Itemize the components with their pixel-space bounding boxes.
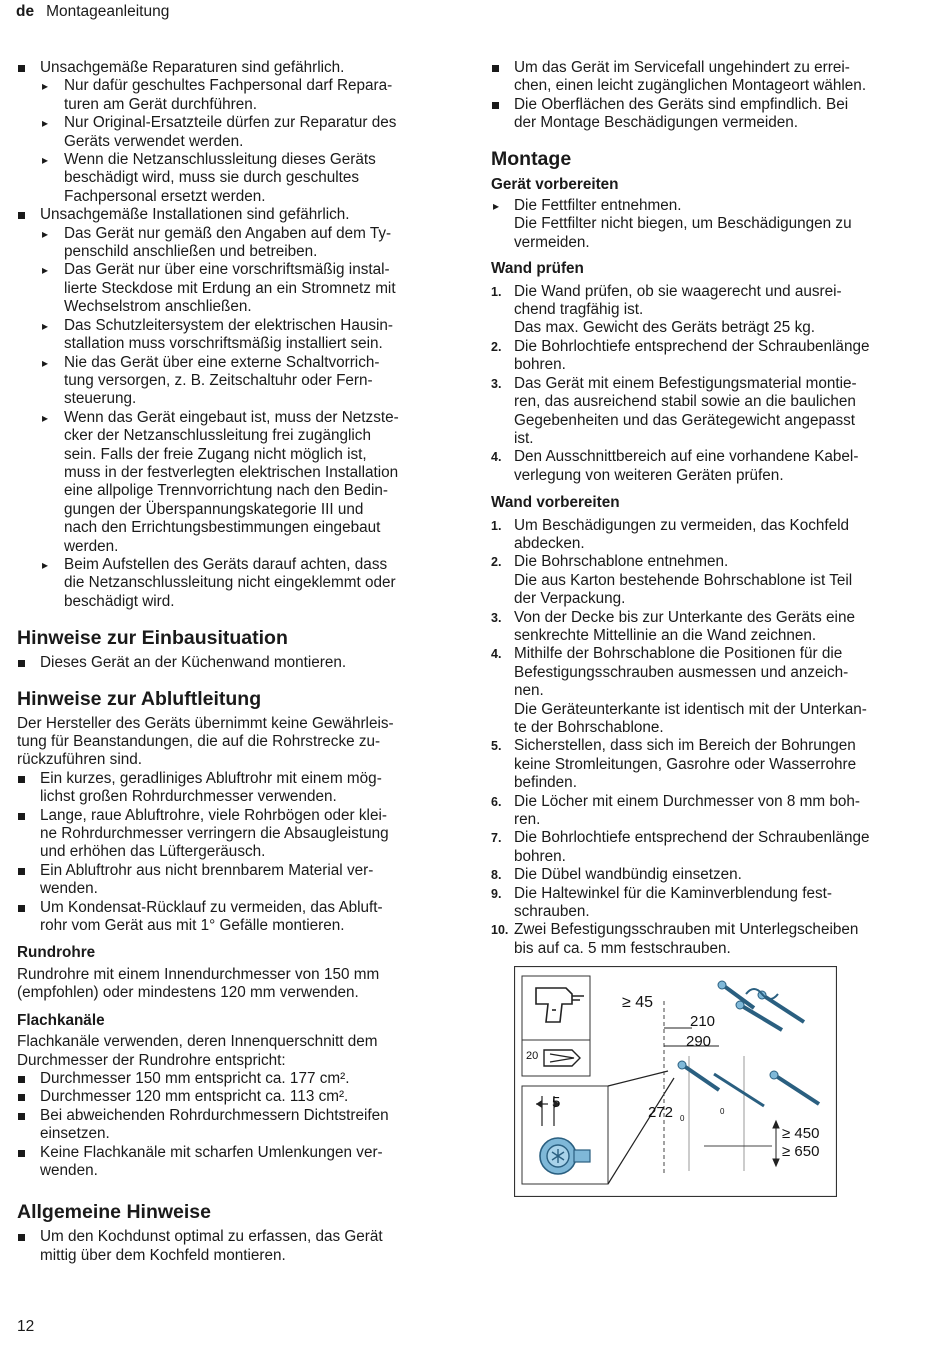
sub-item: ▸ Wenn das Gerät eingebaut ist, muss der Netzste- cker der Netzanschlussleitung frei zugänglich sein. Falls der freie Zugang nicht möglich ist, muss in der festverlegten elektrischen Installation eine allpolige Trennvorrichtung nach den Bedin- gungen der Überspannungskategorie III und nach den Errichtungsbestimmungen eingebaut werden. (40, 409, 457, 556)
step-item: 7. Die Bohrlochtiefe entsprechend der Schraubenlänge bohren. (491, 829, 870, 865)
right-column (491, 59, 923, 958)
list-item: Dieses Gerät an der Küchenwand montieren. (17, 654, 457, 672)
dim-650-label: ≥ 650 (782, 1143, 820, 1160)
list-item: Ein Abluftrohr aus nicht brennbarem Material ver- wenden. (17, 862, 457, 899)
list-item: Um das Gerät im Servicefall ungehindert zu errei- chen, einen leicht zugänglichen Montageort wählen. (491, 59, 923, 96)
step-item: 3. Das Gerät mit einem Befestigungsmaterial montie- ren, das ausreichend stabil sowie an die baulichen Gegebenheiten und das Gerätegewicht angepasst ist. (491, 374, 857, 447)
sub-item: ▸ Das Schutzleitersystem der elektrischen Hausin- stallation muss vorschriftsmäßig installiert sein. (40, 317, 457, 354)
vorb-list (491, 197, 923, 252)
rundrohre-text: Rundrohre mit einem Innendurchmesser von 150 mm (empfohlen) oder mindestens 120 mm verwenden. (17, 965, 380, 1002)
dim-272-label: 272 (648, 1104, 674, 1121)
flachkanaele-text: Flachkanäle verwenden, deren Innenquerschnitt dem Durchmesser der Rundrohre entspricht: (17, 1033, 378, 1069)
page-header (16, 3, 169, 21)
einbau-list (17, 654, 457, 672)
safety-list (17, 59, 457, 611)
list-item: Bei abweichenden Rohrdurchmessern Dichtstreifen einsetzen. (17, 1107, 457, 1144)
sub-item: ▸ Nie das Gerät über eine externe Schaltvorrich- tung versorgen, z. B. Zeitschaltuhr oder Fern- steuerung. (40, 354, 457, 409)
step-item: 4. Mithilfe der Bohrschablone die Positionen für die Befestigungsschrauben ausmessen und anzeich- nen. Die Geräteunterkante ist identisch mit der Unterkan- te der Bohrschablone. (491, 645, 867, 736)
sub-item: ▸ Nur Original-Ersatzteile dürfen zur Reparatur des Geräts verwendet werden. (40, 114, 457, 151)
list-item: Unsachgemäße Installationen sind gefährlich. ▸ Das Gerät nur gemäß den Angaben auf dem Ty- penschild anschließen und betreiben. ▸ Das Gerät nur über eine vorschriftsmäßig instal- lierte Steckdose mit Erdung an ein Stromnetz mit Wechselstrom anschließen. ▸ Das Schutzleitersystem der elektrischen Hausin- stallation muss vorschriftsmäßig installiert sein. ▸ Nie das Gerät über eine externe Schaltvorrich- tung versorgen, z. B. Zeitschaltuhr oder Fern- steuerung. ▸ Wenn das Gerät eingebaut ist, muss der Netzste- cker der Netzanschlussleitung frei zugänglich sein. Falls der freie Zugang nicht möglich ist, muss in der festverlegten elektrischen Installation eine allpolige Trennvorrichtung nach den Bedin- gungen der Überspannungskategorie III und nach den Errichtungsbestimmungen eingebaut werden. ▸ Beim Aufstellen des Geräts darauf achten, dass die Netzanschlussleitung nicht eingeklemmt oder beschädigt wird. (17, 206, 457, 611)
list-item: Unsachgemäße Reparaturen sind gefährlich. ▸ Nur dafür geschultes Fachpersonal darf Repara- turen am Gerät durchführen. ▸ Nur Original-Ersatzteile dürfen zur Reparatur des Geräts verwendet werden. ▸ Wenn die Netzanschlussleitung dieses Geräts beschädigt wird, muss sie durch geschultes Fachpersonal ersetzt werden. (17, 59, 457, 206)
dim-sub-0: 0 (720, 1107, 725, 1116)
list-item: Um Kondensat-Rücklauf zu vermeiden, das Abluft- rohr vom Gerät aus mit 1° Gefälle montieren. (17, 899, 457, 936)
step-item: 9. Die Haltewinkel für die Kaminverblendung fest- schrauben. (491, 884, 832, 921)
language-code: de (16, 3, 35, 20)
list-item: ▸ Die Fettfilter entnehmen. Die Fettfilter nicht biegen, um Beschädigungen zu vermeiden. (491, 197, 923, 252)
list-item: Die Oberflächen des Geräts sind empfindlich. Bei der Montage Beschädigungen vermeiden. (491, 96, 923, 133)
document-title: Montageanleitung (46, 3, 170, 20)
step-item: 6. Die Löcher mit einem Durchmesser von 8 mm boh- ren. (491, 792, 861, 829)
heading-montage: Montage (491, 147, 572, 170)
wand-pruefen-steps (491, 283, 923, 485)
page-number: 12 (17, 1318, 35, 1335)
list-item: Um den Kochdunst optimal zu erfassen, das Gerät mittig über dem Kochfeld montieren. (17, 1228, 457, 1265)
allg-list (17, 1228, 457, 1265)
sub-list (40, 77, 457, 206)
sub-item: ▸ Nur dafür geschultes Fachpersonal darf Repara- turen am Gerät durchführen. (40, 77, 457, 114)
dim-5-label: 5 (552, 1094, 561, 1111)
dim-450-label: ≥ 450 (782, 1125, 820, 1142)
step-item: 3. Von der Decke bis zur Unterkante des Geräts eine senkrechte Mittellinie an die Wand zeichnen. (491, 608, 855, 644)
step-item: 1. Die Wand prüfen, ob sie waagerecht und ausrei- chend tragfähig ist. Das max. Gewicht des Geräts beträgt 25 kg. (491, 282, 842, 337)
step-item: 2. Die Bohrlochtiefe entsprechend der Schraubenlänge bohren. (491, 337, 870, 374)
step-item: 2. Die Bohrschablone entnehmen. Die aus Karton bestehende Bohrschablone ist Teil der Verpackung. (491, 553, 853, 608)
wand-vorbereiten-steps (491, 517, 923, 959)
dim-20-label: 20 (526, 1050, 539, 1062)
heading-flachkanaele: Flachkanäle (17, 1011, 105, 1029)
heading-abluftleitung: Hinweise zur Abluftleitung (17, 687, 262, 710)
dim-sub-0: 0 (680, 1114, 685, 1123)
sub-list (40, 225, 457, 612)
sub-item: ▸ Das Gerät nur über eine vorschriftsmäßig instal- lierte Steckdose mit Erdung an ein Stromnetz mit Wechselstrom anschließen. (40, 261, 457, 316)
heading-allgemeine-hinweise: Allgemeine Hinweise (17, 1201, 211, 1224)
mounting-illustration (514, 966, 837, 1197)
dim-210-label: 210 (690, 1013, 716, 1030)
list-item: Keine Flachkanäle mit scharfen Umlenkungen ver- wenden. (17, 1144, 457, 1181)
abluft-intro: Der Hersteller des Geräts übernimmt keine Gewährleis- tung für Beanstandungen, die auf die Rohrstrecke zu- rückzuführen sind. (17, 714, 394, 769)
dim-290-label: 290 (686, 1033, 712, 1050)
list-item: Durchmesser 150 mm entspricht ca. 177 cm². (17, 1070, 457, 1088)
sub-item: ▸ Das Gerät nur gemäß den Angaben auf dem Ty- penschild anschließen und betreiben. (40, 225, 457, 262)
list-item: Lange, raue Abluftrohre, viele Rohrbögen oder klei- ne Rohrdurchmesser verringern die Absaugleistung und erhöhen das Lüftergeräusch. (17, 807, 457, 862)
top-list (491, 59, 923, 133)
step-item: 5. Sicherstellen, dass sich im Bereich der Bohrungen keine Stromleitungen, Gasrohre oder Wasserrohre befinden. (491, 737, 857, 792)
sub-item: ▸ Beim Aufstellen des Geräts darauf achten, dass die Netzanschlussleitung nicht eingeklemmt oder beschädigt wird. (40, 556, 457, 611)
step-item: 10. Zwei Befestigungsschrauben mit Unterlegscheiben bis auf ca. 5 mm festschrauben. (491, 921, 859, 957)
list-item: Ein kurzes, geradliniges Abluftrohr mit einem mög- lichst großen Rohrdurchmesser verwenden. (17, 770, 457, 807)
abluft-list (17, 770, 457, 936)
heading-einbausituation: Hinweise zur Einbausituation (17, 627, 288, 650)
dim-45-label: ≥ 45 (622, 994, 654, 1011)
heading-geraet-vorbereiten: Gerät vorbereiten (491, 175, 619, 193)
heading-wand-vorbereiten: Wand vorbereiten (491, 494, 620, 512)
sub-item: ▸ Wenn die Netzanschlussleitung dieses Geräts beschädigt wird, muss sie durch geschultes Fachpersonal ersetzt werden. (40, 151, 457, 206)
step-item: 4. Den Ausschnittbereich auf eine vorhandene Kabel- verlegung von weiteren Geräten prüfen. (491, 448, 859, 484)
flach-list (17, 1070, 457, 1180)
left-column (17, 59, 457, 1265)
step-item: 8. Die Dübel wandbündig einsetzen. (491, 866, 742, 884)
heading-rundrohre: Rundrohre (17, 944, 96, 962)
depth-inset (522, 1040, 590, 1076)
list-item: Durchmesser 120 mm entspricht ca. 113 cm². (17, 1088, 457, 1106)
heading-wand-pruefen: Wand prüfen (491, 260, 584, 278)
step-item: 1. Um Beschädigungen zu vermeiden, das Kochfeld abdecken. (491, 516, 850, 552)
drill-inset (522, 976, 590, 1040)
